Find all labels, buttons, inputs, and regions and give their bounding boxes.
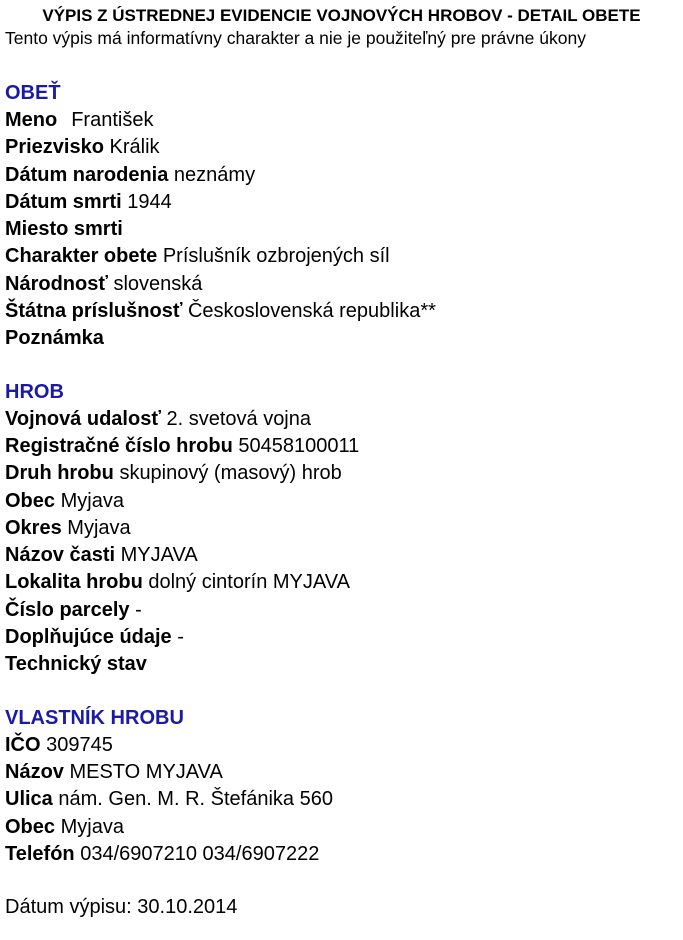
field-value: MESTO MYJAVA — [69, 760, 223, 783]
section-heading-victim: OBEŤ — [5, 82, 61, 104]
field-value: Myjava — [67, 516, 131, 539]
field-street — [5, 786, 683, 813]
field-war-event — [5, 406, 683, 433]
field-citizenship — [5, 298, 683, 325]
field-label: Technický stav — [5, 653, 147, 676]
field-value: 309745 — [46, 733, 113, 756]
field-surname — [5, 134, 683, 161]
field-value: Príslušník ozbrojených síl — [162, 245, 390, 268]
field-owner-name — [5, 759, 683, 786]
field-value: skupinový (masový) hrob — [119, 462, 342, 485]
field-label: IČO — [5, 733, 41, 756]
field-phone — [5, 841, 683, 868]
extract-date: Dátum výpisu: 30.10.2014 — [5, 896, 238, 919]
field-value: nám. Gen. M. R. Štefánika 560 — [58, 788, 333, 811]
field-label: Doplňujúce údaje — [5, 626, 172, 649]
field-label: Lokalita hrobu — [5, 571, 143, 594]
field-note — [5, 325, 683, 352]
field-part-name — [5, 542, 683, 569]
field-value: - — [177, 626, 184, 649]
field-municipality — [5, 488, 683, 515]
field-grave-location — [5, 569, 683, 596]
field-label: Národnosť — [5, 272, 108, 295]
field-value: dolný cintorín MYJAVA — [148, 571, 350, 594]
field-label: Registračné číslo hrobu — [5, 434, 233, 457]
field-label: Obec — [5, 815, 56, 838]
field-additional-data — [5, 624, 683, 651]
field-death-place — [5, 216, 683, 243]
field-label: Ulica — [5, 788, 53, 811]
field-label: Číslo parcely — [5, 598, 130, 621]
field-value: František — [71, 109, 154, 131]
field-owner-municipality — [5, 814, 683, 841]
document-disclaimer: Tento výpis má informatívny charakter a nie je použiteľný pre právne úkony — [5, 28, 586, 48]
field-value: 50458100011 — [238, 434, 360, 457]
field-value: Československá republika** — [187, 300, 436, 323]
field-label: Štátna príslušnosť — [5, 300, 183, 323]
field-value: 2. svetová vojna — [166, 407, 311, 430]
field-label: Dátum narodenia — [5, 163, 169, 186]
field-first-name — [5, 107, 683, 134]
field-label: Charakter obete — [5, 245, 158, 268]
field-nationality — [5, 271, 683, 298]
field-label: Dátum smrti — [5, 190, 122, 213]
document-title: VÝPIS Z ÚSTREDNEJ EVIDENCIE VOJNOVÝCH HROBOV - DETAIL OBETE — [42, 6, 641, 25]
field-value: 034/6907210 034/6907222 — [80, 842, 320, 865]
section-heading-grave-owner: VLASTNÍK HROBU — [5, 706, 184, 729]
field-value: slovenská — [113, 272, 203, 295]
field-label: Telefón — [5, 842, 75, 865]
field-birth-date — [5, 162, 683, 189]
field-value: - — [135, 598, 142, 621]
section-grave-owner — [5, 705, 683, 868]
field-value: 1944 — [127, 190, 172, 213]
field-value: MYJAVA — [120, 544, 198, 567]
field-registration-number — [5, 433, 683, 460]
field-label: Obec — [5, 489, 56, 512]
section-grave — [5, 379, 683, 679]
field-district — [5, 515, 683, 542]
field-value: Myjava — [60, 815, 124, 838]
field-technical-state — [5, 651, 683, 678]
field-label: Názov — [5, 760, 64, 783]
field-value: Myjava — [60, 489, 124, 512]
field-value: neznámy — [173, 163, 256, 186]
field-label: Miesto smrti — [5, 218, 123, 241]
field-victim-character — [5, 243, 683, 270]
field-label: Druh hrobu — [5, 462, 114, 485]
section-heading-grave: HROB — [5, 380, 64, 403]
field-parcel-number — [5, 597, 683, 624]
field-label: Vojnová udalosť — [5, 407, 161, 430]
field-ico — [5, 732, 683, 759]
field-label: Priezvisko — [5, 136, 104, 159]
field-label: Meno — [5, 109, 58, 131]
field-death-date — [5, 189, 683, 216]
section-victim — [5, 80, 683, 353]
field-label: Okres — [5, 516, 62, 539]
field-value: Králik — [109, 136, 160, 159]
field-grave-type — [5, 460, 683, 487]
field-label: Názov časti — [5, 544, 116, 567]
field-label: Poznámka — [5, 327, 104, 350]
